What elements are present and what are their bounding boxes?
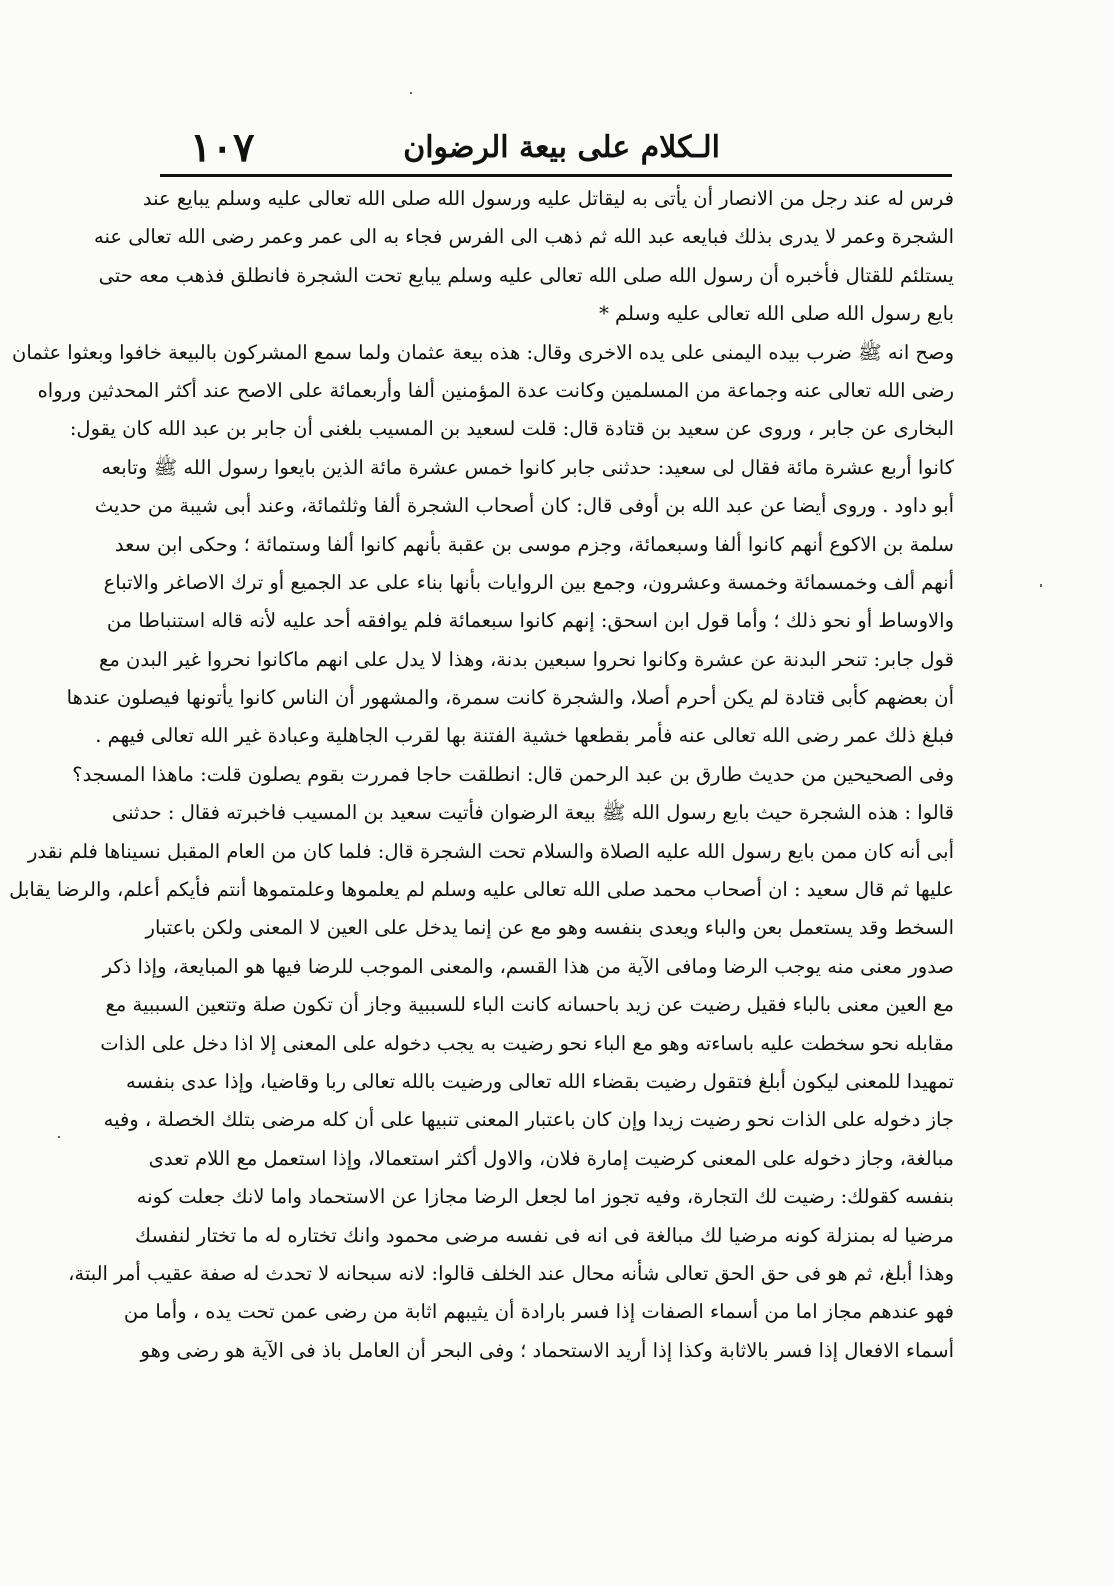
scan-speck xyxy=(58,1136,60,1138)
text-line: فرس له عند رجل من الانصار أن يأتى به ليقاتل عليه ورسول الله صلى الله تعالى عليه وسلم يبايع عند xyxy=(142,187,954,210)
text-line: مبالغة، وجاز دخوله على المعنى كرضيت إمارة فلان، والاول أكثر استعمالا، وإذا استعمل مع اللام تعدى xyxy=(148,1146,954,1170)
text-line: كانوا أربع عشرة مائة فقال لى سعيد: حدثنى جابر كانوا خمس عشرة مائة الذين بايعوا رسول الله ﷺ وتابعه xyxy=(101,455,954,479)
text-line: رضى الله تعالى عنه وجماعة من المسلمين وكانت عدة المؤمنين ألفا وأربعمائة على الاصح عند أكثر المحدثين ورواه xyxy=(37,378,954,402)
text-line: أن بعضهم كأبى قتادة لم يكن أحرم أصلا، والشجرة كانت سمرة، والمشهور أن الناس كانوا يأتونها فيصلون عندها xyxy=(66,686,954,710)
header-rule xyxy=(160,174,952,177)
text-line: فهو عندهم مجاز اما من أسماء الصفات إذا فسر بارادة أن يثيبهم اثابة من رضى عمن تحت يده ، وأما من xyxy=(123,1300,954,1324)
text-line: مقابله نحو سخطت عليه باساءته وهو مع الباء نحو رضيت به يجب دخوله على المعنى إلا اذا دخل على الذات xyxy=(100,1031,954,1055)
text-line: عليها ثم قال سعيد : ان أصحاب محمد صلى الله تعالى عليه وسلم لم يعلموها وعلمتموها أنتم فأيكم أعلم، والرضا يقابل xyxy=(9,878,954,902)
text-line: أنهم ألف وخمسمائة وخمسة وعشرون، وجمع بين الروايات بأنها بناء على عد الجميع أو ترك الاصاغر والاتباع xyxy=(103,570,954,594)
text-line: والاوساط أو نحو ذلك ؛ وأما قول ابن اسحق: إنهم كانوا سبعمائة فلم يوافقه أحد عليه لأنه قاله استنباطا من xyxy=(106,609,954,633)
text-line: سلمة بن الاكوع أنهم كانوا ألفا وسبعمائة، وجزم موسى بن عقبة بأنهم كانوا ألفا وستمائة ؛ وحكى ابن سعد xyxy=(114,532,954,556)
text-line: السخط وقد يستعمل بعن والباء ويعدى بنفسه وهو مع عن إنما يدخل على العين لا المعنى ولكن باعتبار xyxy=(145,916,954,940)
text-line: أبى أنه كان ممن بايع رسول الله عليه الصلاة والسلام تحت الشجرة قال: فلما كان من العام المقبل نسيناها فلم نقدر xyxy=(27,839,954,863)
page-header xyxy=(160,124,950,174)
text-line: الشجرة وعمر لا يدرى بذلك فبايعه عبد الله ثم ذهب الى الفرس فجاء به الى عمر وعمر رضى الله تعالى عنه xyxy=(94,225,954,249)
text-line: وهذا أبلغ، ثم هو فى حق الحق تعالى شأنه محال عند الخلف قالوا: لانه سبحانه لا تحدث له صفة عقيب أمر البتة، xyxy=(68,1261,954,1285)
text-line: فبلغ ذلك عمر رضى الله تعالى عنه فأمر بقطعها خشية الفتنة بها لقرب الجاهلية وعبادة غير الله تعالى فيهم . xyxy=(95,724,954,748)
text-line: صدور معنى منه يوجب الرضا ومافى الآية من هذا القسم، والمعنى الموجب للرضا فيها هو المبايعة، وإذا ذكر xyxy=(102,954,954,978)
scan-speck xyxy=(410,92,412,94)
text-line: قول جابر: تنحر البدنة عن عشرة وكانوا نحروا سبعين بدنة، وهذا لا يدل على انهم ماكانوا نحروا غير البدن مع xyxy=(98,647,954,671)
text-line: مرضيا له بمنزلة كونه مرضيا لك مبالغة فى انه فى نفسه مرضى محمود وانك تختاره له ما تختار لنفسك xyxy=(135,1223,954,1247)
text-line: وصح انه ﷺ ضرب بيده اليمنى على يده الاخرى وقال: هذه بيعة عثمان ولما سمع المشركون بالبيعة خافوا وبعثوا عثمان xyxy=(12,340,954,364)
text-line: البخارى عن جابر ، وروى عن سعيد بن قتادة قال: قلت لسعيد بن المسيب بلغنى أن جابر بن عبد الله كان يقول: xyxy=(69,417,954,441)
text-line: بايع رسول الله صلى الله تعالى عليه وسلم * xyxy=(599,302,954,326)
text-line: جاز دخوله على الذات نحو رضيت زيدا وإن كان باعتبار المعنى تنبيها على أن كله مرضى بتلك الخصلة ، وفيه xyxy=(103,1108,954,1132)
running-title: الـكلام على بيعة الرضوان xyxy=(403,130,720,165)
text-line: أسماء الافعال إذا فسر بالاثابة وكذا إذا أريد الاستحماد ؛ وفى البحر أن العامل باذ فى الآية هو رضى وهو xyxy=(140,1338,954,1362)
text-line: مع العين معنى بالباء فقيل رضيت عن زيد باحسانه كانت الباء للسببية وجاز أن تكون صلة وتتعين السببية مع xyxy=(105,993,954,1017)
text-line: يستلئم للقتال فأخبره أن رسول الله صلى الله تعالى عليه وسلم يبايع تحت الشجرة فانطلق فذهب معه حتى xyxy=(98,263,954,287)
scan-speck xyxy=(1040,584,1042,587)
text-line: وفى الصحيحين من حديث طارق بن عبد الرحمن قال: انطلقت حاجا فمررت بقوم يصلون قلت: ماهذا المسجد؟ xyxy=(72,762,954,786)
body-text xyxy=(9,180,954,1370)
text-line: قالوا : هذه الشجرة حيث بايع رسول الله ﷺ بيعة الرضوان فأتيت سعيد بن المسيب فاخبرته فقال : حدثنى xyxy=(111,801,954,825)
text-line: تمهيدا للمعنى ليكون أبلغ فتقول رضيت بقضاء الله تعالى ورضيت بالله تعالى ربا وقاضيا، وإذا عدى بنفسه xyxy=(125,1069,954,1093)
page-number: ١٠٧ xyxy=(190,124,255,171)
text-line: أبو داود . وروى أيضا عن عبد الله بن أوفى قال: كان أصحاب الشجرة ألفا وثلثمائة، وعند أبى شيبة من حديث xyxy=(94,494,954,518)
text-line: بنفسه كقولك: رضيت لك التجارة، وفيه تجوز اما لجعل الرضا مجازا عن الاستحماد واما لانك جعلت كونه xyxy=(136,1185,954,1209)
